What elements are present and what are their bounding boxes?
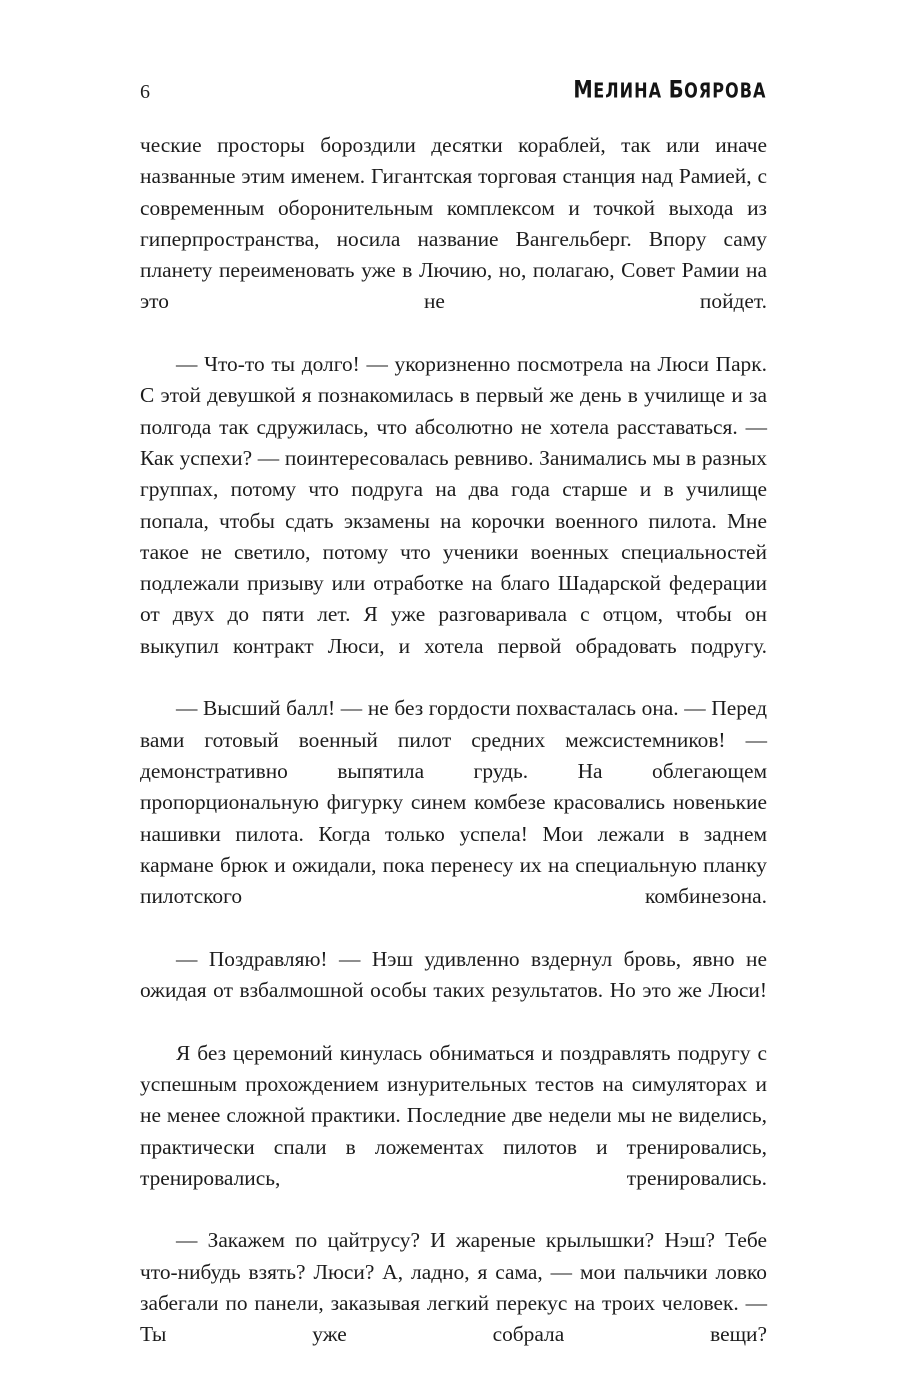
body-text-block bbox=[140, 130, 767, 1382]
running-head-author: МЕЛИНА БОЯРОВА bbox=[572, 76, 766, 105]
paragraph: — Поздравляю! — Нэш удивленно вздернул бровь, явно не ожидая от взбалмошной особы таких результатов. Но это же Люси! bbox=[140, 946, 767, 1003]
paragraph: Я без церемоний кинулась обниматься и поздравлять подругу с успешным прохождением изнурительных тестов на симуляторах и не менее сложной практики. Последние две недели мы не виделись, практически спали в ложементах пилотов и тренировались, тренировались, тренировались. bbox=[140, 1040, 767, 1190]
paragraph: ческие просторы бороздили десятки кораблей, так или иначе названные этим именем. Гигантская торговая станция над Рамией, с современным оборонительным комплексом и точкой выхода из гиперпространства, носила название Вангельберг. Впору саму планету переименовать уже в Лючию, но, полагаю, Совет Рамии на это не пойдет. bbox=[140, 133, 767, 314]
paragraph: — Закажем по цайтрусу? И жареные крылышки? Нэш? Тебе что-нибудь взять? Люси? А, ладно, я сама, — мои пальчики ловко забегали по панели, заказывая легкий перекус на троих человек. — Ты уже собрала вещи? bbox=[140, 1228, 767, 1347]
paragraph: — Что-то ты долго! — укоризненно посмотрела на Люси Парк. С этой девушкой я познакомилась в первый же день в училище и за полгода так сдружилась, что абсолютно не хотела расставаться. — Как успехи? — поинтересовалась ревниво. Занимались мы в разных группах, потому что подруга на два года старше и в училище попала, чтобы сдать экзамены на корочки военного пилота. Мне такое не светило, потому что ученики военных специальностей подлежали призыву или отработке на благо Шадарской федерации от двух до пяти лет. Я уже разговаривала с отцом, чтобы он выкупил контракт Люси, и хотела первой обрадовать подругу. bbox=[140, 352, 767, 658]
paragraph: — Высший балл! — не без гордости похвасталась она. — Перед вами готовый военный пилот средних межсистемников! — демонстративно выпятила грудь. На облегающем пропорциональную фигурку синем комбезе красовались новенькие нашивки пилота. Когда только успела! Мои лежали в заднем кармане брюк и ожидали, пока перенесу их на специальную планку пилотского комбинезона. bbox=[140, 696, 767, 909]
page-number: 6 bbox=[140, 81, 151, 103]
running-head bbox=[140, 76, 766, 108]
